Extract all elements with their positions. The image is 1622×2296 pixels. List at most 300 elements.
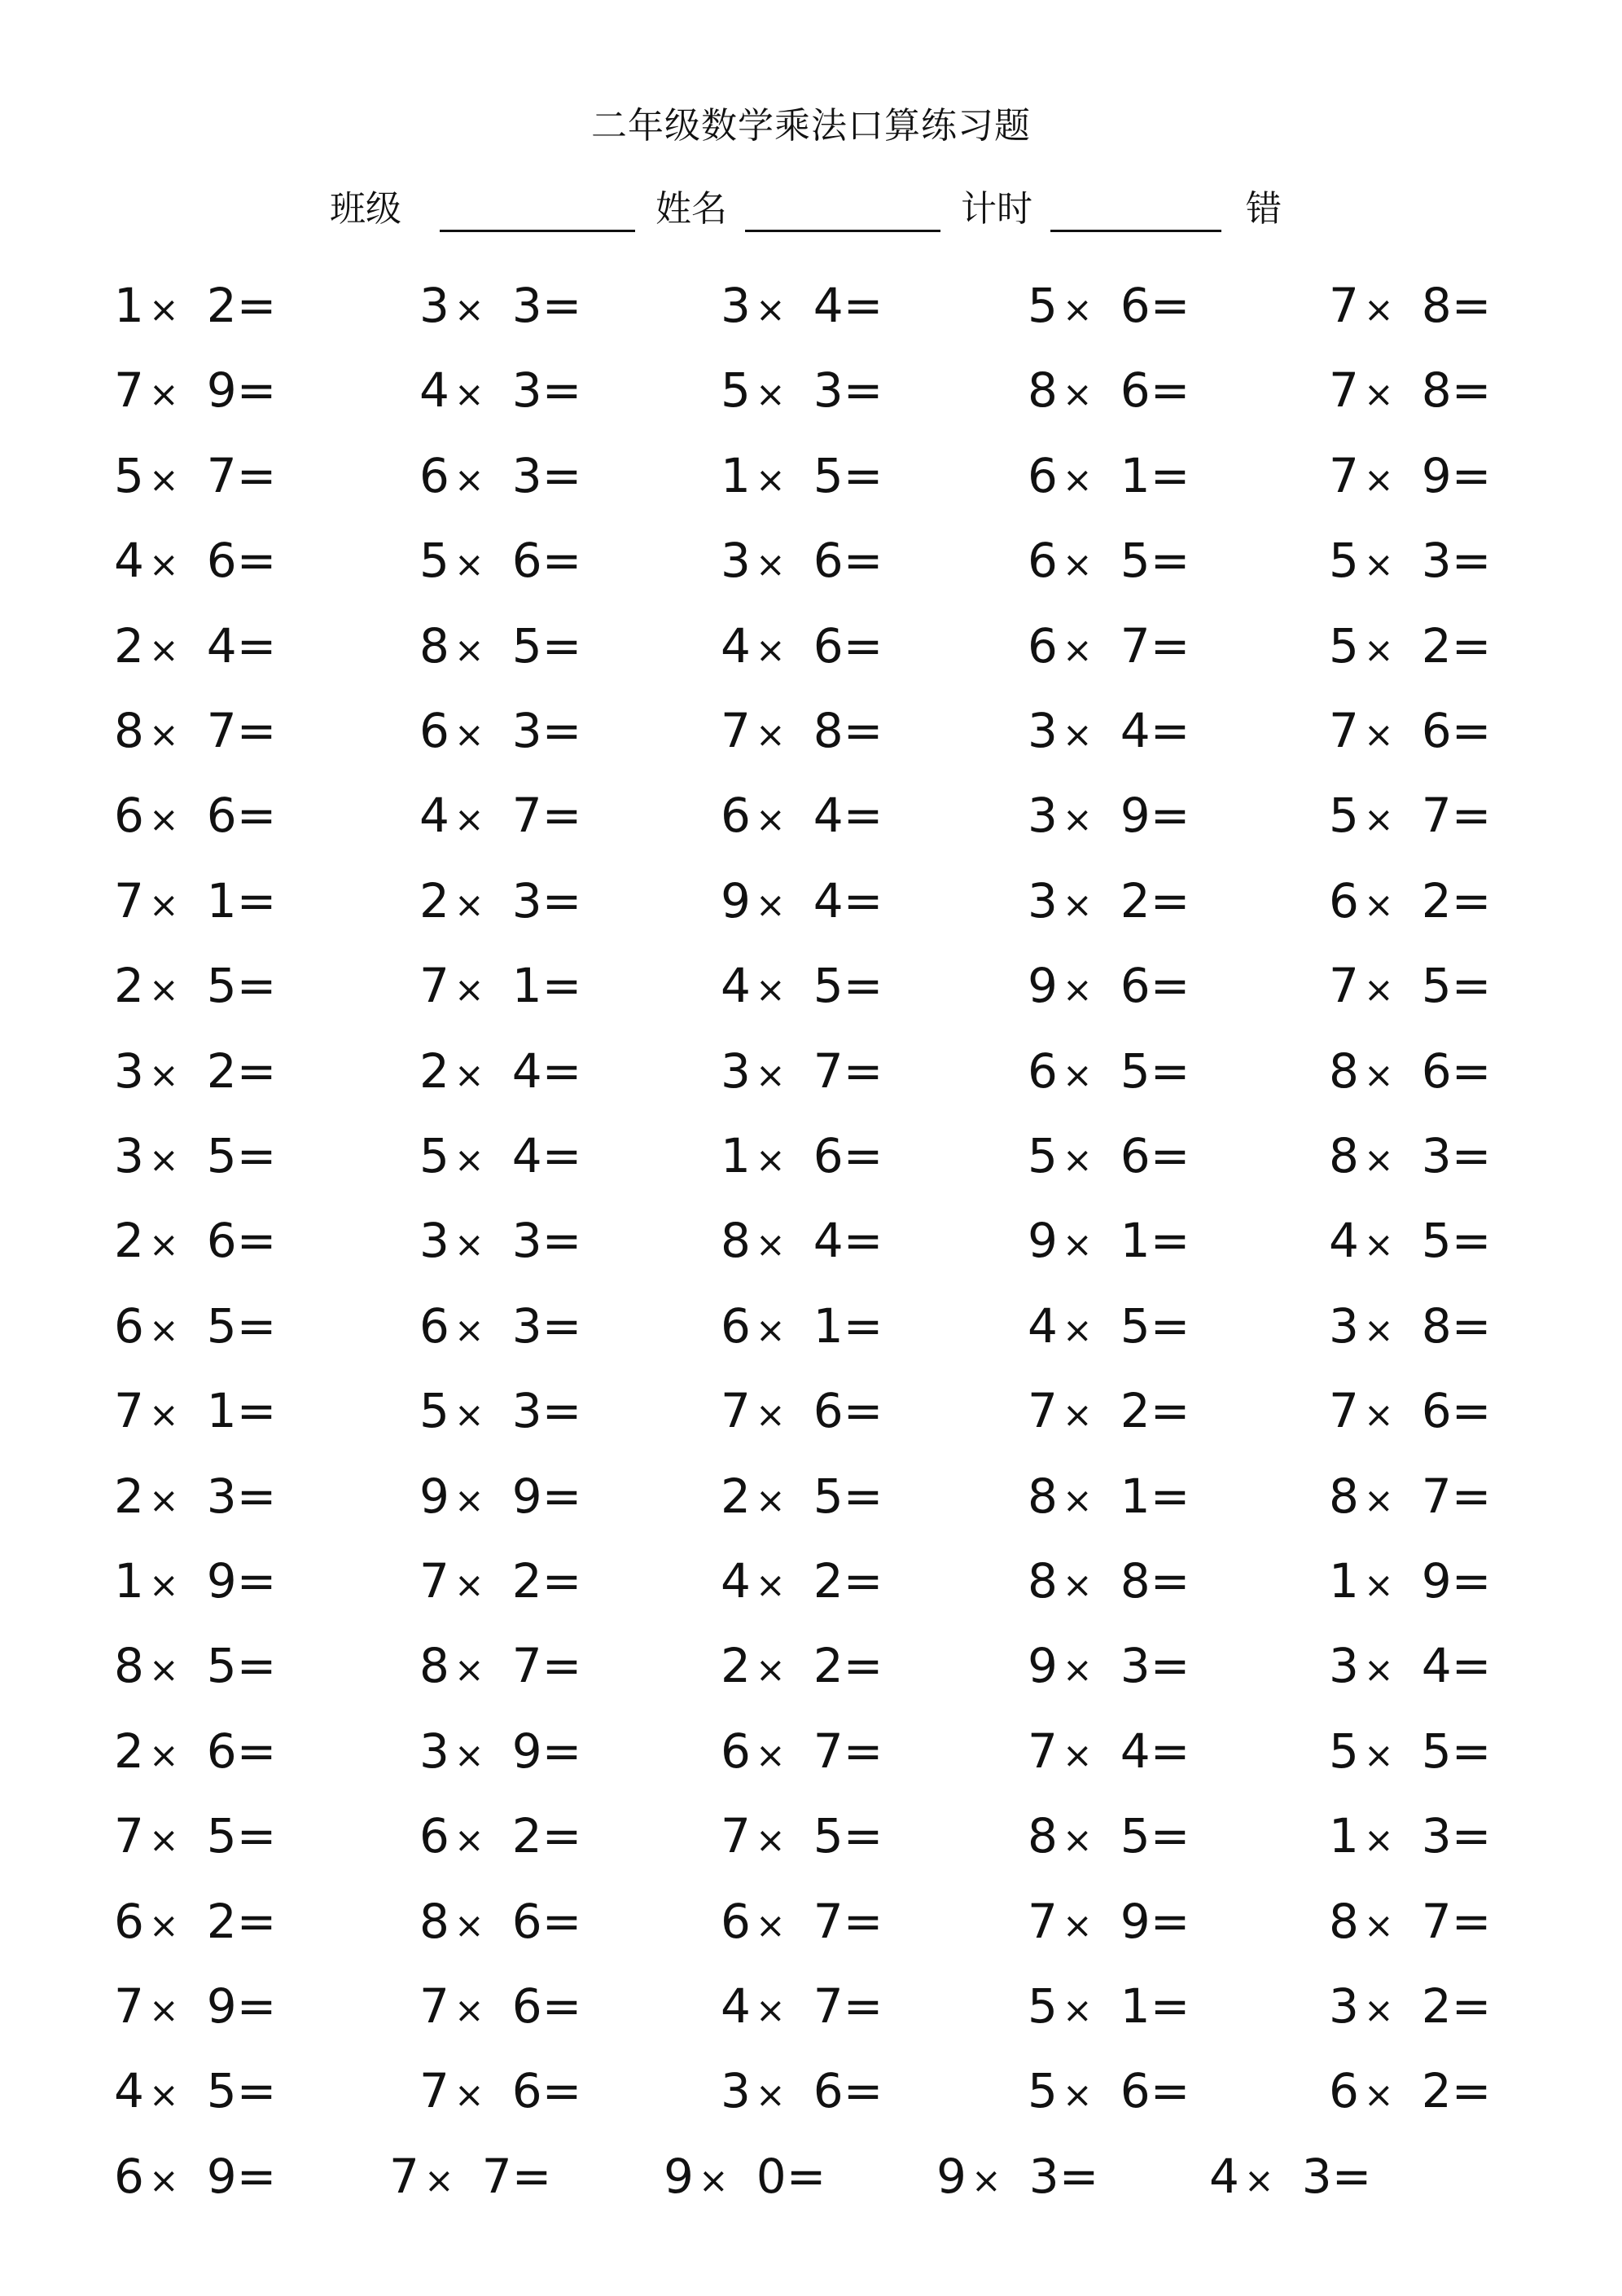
times-sign: ×: [454, 1224, 484, 1266]
multiplicand: 7: [114, 873, 144, 928]
times-sign: ×: [1062, 969, 1093, 1011]
times-sign: ×: [755, 1735, 786, 1776]
multiplication-problem: [1329, 1374, 1491, 1447]
multiplication-problem: [664, 2140, 826, 2213]
multiplier: 6: [206, 533, 237, 588]
equals-sign: =: [236, 2063, 277, 2118]
times-sign: ×: [755, 374, 786, 415]
multiplicand: 4: [114, 533, 144, 588]
multiplication-problem: [114, 1119, 276, 1192]
multiplier: 9: [206, 1553, 237, 1609]
times-sign: ×: [755, 1905, 786, 1947]
equals-sign: =: [236, 1638, 277, 1693]
multiplication-problem: [1329, 1969, 1491, 2043]
multiplier: 2: [511, 1553, 542, 1609]
multiplier: 8: [1421, 278, 1452, 333]
problem-row: [0, 269, 1622, 342]
times-sign: ×: [1363, 714, 1394, 756]
equals-sign: =: [1451, 1298, 1492, 1354]
times-sign: ×: [454, 885, 484, 926]
multiplication-problem: [721, 1799, 883, 1872]
multiplier: 5: [813, 958, 844, 1013]
times-sign: ×: [454, 1735, 484, 1776]
equals-sign: =: [236, 703, 277, 758]
multiplicand: 7: [1028, 1894, 1058, 1949]
multiplier: 6: [813, 618, 844, 674]
multiplier: 5: [206, 1638, 237, 1693]
multiplication-problem: [114, 1460, 276, 1533]
multiplicand: 8: [1329, 1128, 1359, 1183]
equals-sign: =: [1150, 2063, 1190, 2118]
multiplication-problem: [419, 949, 581, 1022]
problem-row: [0, 1034, 1622, 1108]
multiplier: 5: [1120, 1043, 1151, 1099]
equals-sign: =: [1451, 618, 1492, 674]
multiplication-problem: [114, 2054, 276, 2127]
multiplication-problem: [1329, 949, 1491, 1022]
multiplicand: 5: [1028, 2063, 1058, 2118]
equals-sign: =: [236, 1468, 277, 1524]
multiplication-problem: [1028, 609, 1190, 683]
multiplicand: 9: [1028, 958, 1058, 1013]
multiplicand: 6: [419, 1298, 449, 1354]
multiplier: 7: [206, 448, 237, 503]
equals-sign: =: [1150, 873, 1190, 928]
multiplicand: 7: [389, 2149, 419, 2204]
multiplication-problem: [721, 1204, 883, 1277]
multiplication-problem: [1329, 269, 1491, 342]
multiplier: 1: [1120, 448, 1151, 503]
equals-sign: =: [1451, 1383, 1492, 1438]
multiplier: 4: [206, 618, 237, 674]
equals-sign: =: [541, 1383, 582, 1438]
multiplier: 7: [813, 1723, 844, 1779]
time-field[interactable]: [1050, 230, 1221, 232]
multiplicand: 9: [936, 2149, 967, 2204]
equals-sign: =: [541, 1978, 582, 2034]
multiplicand: 6: [419, 1808, 449, 1864]
multiplier: 6: [1421, 1383, 1452, 1438]
equals-sign: =: [236, 1383, 277, 1438]
multiplication-problem: [721, 353, 883, 427]
times-sign: ×: [454, 1139, 484, 1181]
multiplier: 3: [1301, 2149, 1332, 2204]
name-label: 姓名: [655, 188, 727, 230]
multiplication-problem: [1028, 1969, 1190, 2043]
multiplication-problem: [721, 1714, 883, 1788]
multiplicand: 1: [721, 1128, 751, 1183]
multiplication-problem: [1329, 353, 1491, 427]
times-sign: ×: [755, 1310, 786, 1351]
multiplier: 3: [511, 362, 542, 418]
times-sign: ×: [1062, 1055, 1093, 1096]
times-sign: ×: [1062, 714, 1093, 756]
problem-row: [0, 2054, 1622, 2127]
multiplier: 6: [1421, 703, 1452, 758]
times-sign: ×: [1062, 1905, 1093, 1947]
problem-row: [0, 524, 1622, 597]
equals-sign: =: [1150, 448, 1190, 503]
problem-row: [0, 1289, 1622, 1363]
times-sign: ×: [148, 1055, 179, 1096]
multiplication-problem: [114, 864, 276, 937]
multiplicand: 3: [419, 1213, 449, 1268]
times-sign: ×: [1243, 2160, 1274, 2202]
multiplication-problem: [1329, 1885, 1491, 1958]
times-sign: ×: [454, 2074, 484, 2116]
multiplication-problem: [721, 1034, 883, 1108]
multiplicand: 5: [1329, 533, 1359, 588]
multiplicand: 7: [1329, 1383, 1359, 1438]
times-sign: ×: [423, 2160, 454, 2202]
multiplication-problem: [1028, 1289, 1190, 1363]
equals-sign: =: [843, 362, 883, 418]
times-sign: ×: [1062, 2074, 1093, 2116]
equals-sign: =: [541, 1638, 582, 1693]
multiplicand: 5: [1028, 278, 1058, 333]
multiplier: 7: [481, 2149, 512, 2204]
equals-sign: =: [236, 788, 277, 843]
times-sign: ×: [1363, 1649, 1394, 1691]
times-sign: ×: [148, 1735, 179, 1776]
equals-sign: =: [843, 2063, 883, 2118]
equals-sign: =: [843, 1553, 883, 1609]
multiplicand: 2: [114, 1723, 144, 1779]
multiplication-problem: [721, 949, 883, 1022]
multiplicand: 5: [419, 1128, 449, 1183]
multiplication-problem: [389, 2140, 551, 2213]
multiplier: 5: [206, 1298, 237, 1354]
multiplier: 6: [813, 1383, 844, 1438]
multiplication-problem: [1028, 1885, 1190, 1958]
multiplicand: 7: [114, 362, 144, 418]
times-sign: ×: [148, 374, 179, 415]
equals-sign: =: [1150, 278, 1190, 333]
multiplication-problem: [1028, 1460, 1190, 1533]
equals-sign: =: [236, 1978, 277, 2034]
problem-row: [0, 694, 1622, 767]
times-sign: ×: [1062, 1820, 1093, 1861]
multiplication-problem: [1329, 1544, 1491, 1618]
multiplier: 6: [206, 788, 237, 843]
times-sign: ×: [454, 1394, 484, 1436]
multiplier: 6: [1120, 278, 1151, 333]
multiplication-problem: [419, 1034, 581, 1108]
multiplicand: 8: [114, 703, 144, 758]
equals-sign: =: [1150, 1213, 1190, 1268]
multiplication-problem: [419, 353, 581, 427]
multiplication-problem: [1329, 439, 1491, 512]
multiplier: 2: [1120, 873, 1151, 928]
times-sign: ×: [148, 1649, 179, 1691]
multiplicand: 5: [721, 362, 751, 418]
times-sign: ×: [755, 544, 786, 586]
multiplication-problem: [721, 779, 883, 852]
multiplicand: 6: [1028, 1043, 1058, 1099]
multiplication-problem: [1028, 779, 1190, 852]
multiplier: 9: [206, 362, 237, 418]
multiplication-problem: [1028, 1374, 1190, 1447]
times-sign: ×: [148, 799, 179, 841]
equals-sign: =: [236, 1128, 277, 1183]
multiplicand: 4: [114, 2063, 144, 2118]
multiplier: 7: [813, 1043, 844, 1099]
multiplicand: 7: [114, 1383, 144, 1438]
multiplication-problem: [114, 1629, 276, 1702]
times-sign: ×: [148, 1905, 179, 1947]
multiplier: 6: [813, 1128, 844, 1183]
times-sign: ×: [1062, 374, 1093, 415]
problem-row: [0, 439, 1622, 512]
problem-row: [0, 949, 1622, 1022]
multiplier: 7: [1421, 1894, 1452, 1949]
times-sign: ×: [1363, 459, 1394, 501]
multiplier: 3: [1421, 1128, 1452, 1183]
multiplicand: 7: [721, 703, 751, 758]
equals-sign: =: [843, 448, 883, 503]
class-field[interactable]: [440, 230, 635, 232]
multiplier: 9: [1421, 1553, 1452, 1609]
multiplier: 5: [1421, 1213, 1452, 1268]
times-sign: ×: [971, 2160, 1002, 2202]
multiplication-problem: [1329, 864, 1491, 937]
equals-sign: =: [236, 362, 277, 418]
equals-sign: =: [1451, 1468, 1492, 1524]
times-sign: ×: [698, 2160, 729, 2202]
equals-sign: =: [843, 1978, 883, 2034]
multiplication-problem: [114, 524, 276, 597]
problem-row: [0, 1204, 1622, 1277]
multiplication-problem: [419, 1714, 581, 1788]
multiplicand: 8: [1329, 1043, 1359, 1099]
equals-sign: =: [843, 873, 883, 928]
equals-sign: =: [236, 1298, 277, 1354]
multiplication-problem: [1028, 269, 1190, 342]
multiplication-problem: [721, 2054, 883, 2127]
name-field[interactable]: [745, 230, 940, 232]
multiplicand: 6: [114, 2149, 144, 2204]
multiplicand: 1: [1329, 1808, 1359, 1864]
multiplication-problem: [1329, 1799, 1491, 1872]
multiplicand: 7: [419, 958, 449, 1013]
multiplication-problem: [1028, 1034, 1190, 1108]
multiplier: 5: [1120, 1808, 1151, 1864]
times-sign: ×: [1363, 1224, 1394, 1266]
multiplication-problem: [419, 779, 581, 852]
multiplicand: 6: [114, 1298, 144, 1354]
times-sign: ×: [1062, 799, 1093, 841]
multiplier: 3: [511, 448, 542, 503]
multiplier: 1: [511, 958, 542, 1013]
multiplicand: 9: [664, 2149, 694, 2204]
multiplier: 4: [511, 1043, 542, 1099]
multiplicand: 8: [1028, 362, 1058, 418]
times-sign: ×: [755, 714, 786, 756]
multiplication-problem: [1329, 1714, 1491, 1788]
multiplier: 6: [1120, 958, 1151, 1013]
problem-row: [0, 864, 1622, 937]
multiplier: 1: [1120, 1468, 1151, 1524]
times-sign: ×: [148, 2160, 179, 2202]
multiplier: 9: [1120, 788, 1151, 843]
multiplication-problem: [721, 1544, 883, 1618]
multiplier: 5: [1120, 533, 1151, 588]
times-sign: ×: [1363, 1905, 1394, 1947]
multiplicand: 5: [419, 533, 449, 588]
equals-sign: =: [1150, 1043, 1190, 1099]
multiplication-problem: [721, 1460, 883, 1533]
times-sign: ×: [454, 544, 484, 586]
equals-sign: =: [1150, 1723, 1190, 1779]
equals-sign: =: [843, 788, 883, 843]
times-sign: ×: [1062, 1480, 1093, 1521]
multiplication-problem: [419, 524, 581, 597]
equals-sign: =: [843, 533, 883, 588]
multiplicand: 8: [114, 1638, 144, 1693]
multiplicand: 3: [721, 2063, 751, 2118]
times-sign: ×: [755, 1820, 786, 1861]
multiplication-problem: [114, 269, 276, 342]
multiplication-problem: [419, 1204, 581, 1277]
multiplier: 2: [813, 1638, 844, 1693]
multiplication-problem: [114, 949, 276, 1022]
multiplicand: 6: [1028, 448, 1058, 503]
multiplication-problem: [1209, 2140, 1371, 2213]
times-sign: ×: [1062, 1224, 1093, 1266]
times-sign: ×: [148, 630, 179, 671]
multiplication-problem: [721, 524, 883, 597]
times-sign: ×: [1363, 1820, 1394, 1861]
equals-sign: =: [843, 1468, 883, 1524]
multiplicand: 7: [1329, 958, 1359, 1013]
times-sign: ×: [755, 1565, 786, 1606]
multiplier: 6: [813, 2063, 844, 2118]
times-sign: ×: [1062, 1139, 1093, 1181]
equals-sign: =: [541, 278, 582, 333]
equals-sign: =: [236, 533, 277, 588]
multiplier: 3: [511, 1298, 542, 1354]
multiplier: 2: [511, 1808, 542, 1864]
multiplier: 7: [1120, 618, 1151, 674]
multiplication-problem: [721, 1119, 883, 1192]
equals-sign: =: [1150, 1894, 1190, 1949]
multiplier: 5: [206, 958, 237, 1013]
times-sign: ×: [1363, 1735, 1394, 1776]
multiplicand: 8: [1028, 1468, 1058, 1524]
multiplicand: 4: [1028, 1298, 1058, 1354]
times-sign: ×: [755, 1990, 786, 2031]
times-sign: ×: [1062, 1310, 1093, 1351]
multiplier: 9: [511, 1723, 542, 1779]
multiplier: 3: [1120, 1638, 1151, 1693]
times-sign: ×: [454, 1649, 484, 1691]
multiplier: 9: [1421, 448, 1452, 503]
times-sign: ×: [755, 1480, 786, 1521]
multiplicand: 6: [1028, 618, 1058, 674]
multiplier: 1: [1120, 1978, 1151, 2034]
multiplier: 3: [206, 1468, 237, 1524]
equals-sign: =: [1451, 788, 1492, 843]
equals-sign: =: [541, 1213, 582, 1268]
multiplication-problem: [1028, 439, 1190, 512]
equals-sign: =: [843, 1894, 883, 1949]
problem-row: [0, 609, 1622, 683]
multiplier: 6: [511, 533, 542, 588]
times-sign: ×: [1062, 1565, 1093, 1606]
multiplier: 2: [206, 1894, 237, 1949]
times-sign: ×: [755, 1394, 786, 1436]
equals-sign: =: [1451, 362, 1492, 418]
multiplicand: 7: [1329, 362, 1359, 418]
multiplication-problem: [721, 609, 883, 683]
multiplier: 4: [1421, 1638, 1452, 1693]
equals-sign: =: [236, 278, 277, 333]
multiplication-problem: [721, 1289, 883, 1363]
times-sign: ×: [755, 459, 786, 501]
equals-sign: =: [236, 1213, 277, 1268]
equals-sign: =: [843, 1808, 883, 1864]
multiplicand: 3: [419, 1723, 449, 1779]
equals-sign: =: [541, 448, 582, 503]
multiplication-problem: [1329, 1204, 1491, 1277]
problem-row: [0, 1119, 1622, 1192]
equals-sign: =: [843, 1298, 883, 1354]
multiplicand: 4: [721, 618, 751, 674]
equals-sign: =: [541, 1128, 582, 1183]
multiplicand: 8: [419, 1638, 449, 1693]
times-sign: ×: [755, 1055, 786, 1096]
problem-row: [0, 1885, 1622, 1958]
multiplicand: 3: [1028, 703, 1058, 758]
multiplication-problem: [419, 1289, 581, 1363]
equals-sign: =: [1150, 1638, 1190, 1693]
times-sign: ×: [1363, 1480, 1394, 1521]
times-sign: ×: [148, 714, 179, 756]
multiplicand: 3: [1329, 1638, 1359, 1693]
multiplication-problem: [721, 439, 883, 512]
multiplication-problem: [114, 2140, 276, 2213]
equals-sign: =: [236, 448, 277, 503]
times-sign: ×: [148, 1224, 179, 1266]
times-sign: ×: [454, 630, 484, 671]
multiplier: 8: [813, 703, 844, 758]
multiplication-problem: [1329, 779, 1491, 852]
multiplication-problem: [419, 1374, 581, 1447]
equals-sign: =: [1451, 448, 1492, 503]
multiplication-problem: [1329, 1289, 1491, 1363]
multiplicand: 8: [419, 1894, 449, 1949]
multiplication-problem: [1028, 2054, 1190, 2127]
multiplication-problem: [419, 609, 581, 683]
equals-sign: =: [541, 1894, 582, 1949]
multiplier: 9: [206, 1978, 237, 2034]
multiplication-problem: [721, 694, 883, 767]
multiplication-problem: [419, 1119, 581, 1192]
problem-row: [0, 1460, 1622, 1533]
multiplicand: 8: [1329, 1468, 1359, 1524]
equals-sign: =: [1451, 278, 1492, 333]
multiplicand: 2: [419, 873, 449, 928]
equals-sign: =: [1150, 1978, 1190, 2034]
multiplication-problem: [114, 1034, 276, 1108]
equals-sign: =: [1451, 2063, 1492, 2118]
equals-sign: =: [541, 618, 582, 674]
multiplication-problem: [419, 694, 581, 767]
multiplication-problem: [1028, 1714, 1190, 1788]
multiplicand: 3: [1028, 873, 1058, 928]
multiplier: 7: [511, 1638, 542, 1693]
times-sign: ×: [1062, 544, 1093, 586]
